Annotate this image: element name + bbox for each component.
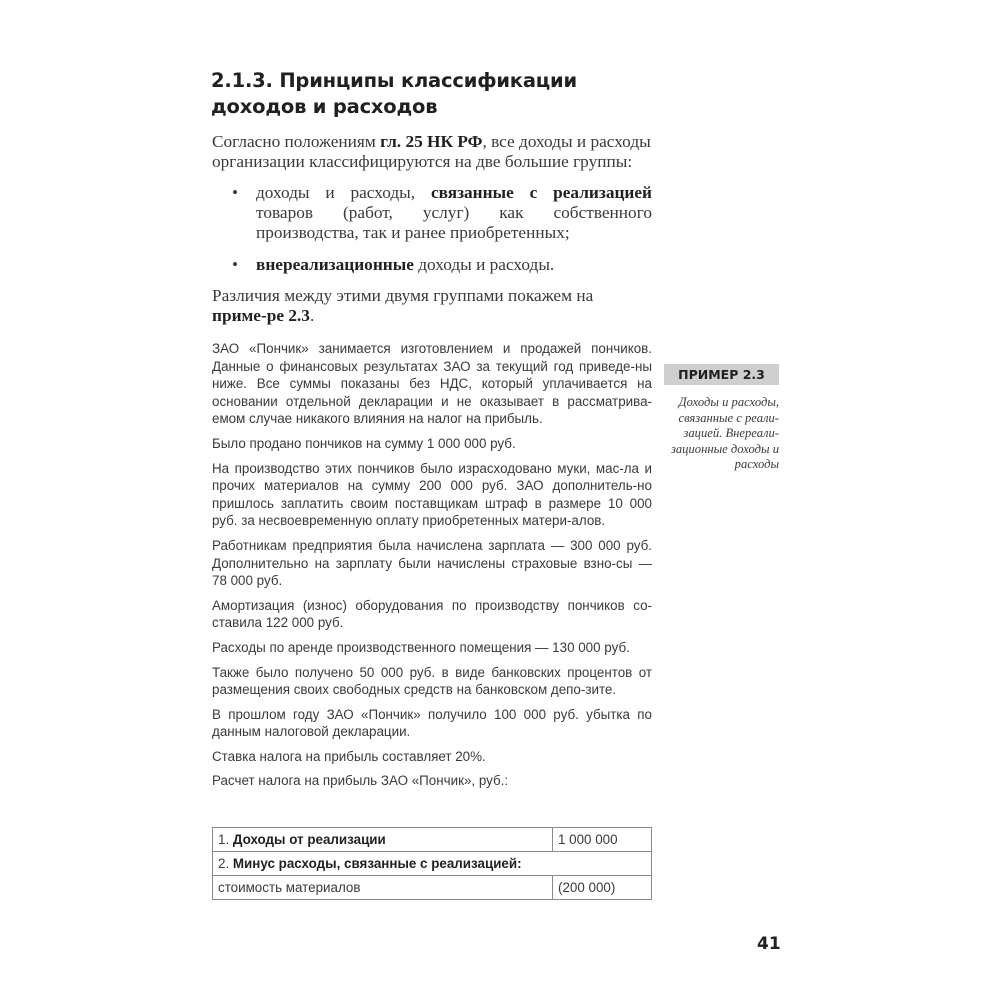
- difference-bold-reference: приме-ре 2.3: [212, 306, 310, 325]
- list-item-bold: связанные с реализацией: [430, 183, 652, 202]
- page-number: 41: [757, 934, 781, 954]
- margin-note: Доходы и расходы, связанные с реали-зацией. Внереали-зационные доходы и расходы: [670, 395, 779, 471]
- section-heading: [211, 68, 671, 120]
- bullet-icon: •: [232, 255, 239, 274]
- bullet-icon: •: [232, 183, 239, 202]
- example-badge: ПРИМЕР 2.3: [664, 364, 779, 385]
- list-item-text: доходы и расходы,: [256, 183, 431, 202]
- intro-paragraph: [212, 132, 652, 172]
- example-paragraph: Расчет налога на прибыль ЗАО «Пончик», руб.:: [212, 773, 509, 789]
- example-paragraph: В прошлом году ЗАО «Пончик» получило 100 000 руб. убытка по данным налоговой декларации.: [212, 706, 652, 740]
- list-item: [212, 183, 652, 243]
- row-number: 1.: [218, 832, 233, 847]
- section-heading-line-1: 2.1.3. Принципы классификации: [211, 69, 577, 92]
- row-label: Минус расходы, связанные с реализацией:: [232, 856, 522, 871]
- table-cell-label: [213, 852, 652, 876]
- difference-text-1: Различия между этими двумя группами покажем на: [212, 286, 594, 305]
- classification-list: [212, 183, 652, 275]
- section-heading-line-2: доходов и расходов: [211, 95, 438, 118]
- list-item-text: доходы и расходы.: [413, 255, 555, 274]
- intro-text-1: Согласно положениям: [212, 132, 381, 151]
- example-paragraph: ЗАО «Пончик» занимается изготовлением и продажей пончиков. Данные о финансовых результатах ЗАО за текущий год приведе-ны ниже. Все суммы показаны без НДС, который уплачивается на основании отдельной декларации и не оказывает в рассматрива-емом случае никакого влияния на налог на прибыль.: [212, 341, 652, 427]
- example-paragraph: Также было получено 50 000 руб. в виде банковских процентов от размещения своих свободных средств на банковском депо-зите.: [212, 664, 652, 698]
- table-cell-label: стоимость материалов: [213, 876, 553, 900]
- difference-text-2: .: [309, 306, 315, 325]
- table-row: [213, 852, 652, 876]
- row-number: 2.: [218, 856, 233, 871]
- table-row: [213, 828, 652, 852]
- example-paragraph: Расходы по аренде производственного помещения — 130 000 руб.: [212, 639, 630, 655]
- margin-sidebar: [664, 364, 779, 473]
- list-item-bold: внереализационные: [256, 255, 414, 274]
- intro-bold-reference: гл. 25 НК РФ: [380, 132, 483, 151]
- example-paragraph: Ставка налога на прибыль составляет 20%.: [212, 748, 486, 764]
- table-row: [213, 876, 652, 900]
- table-cell-value: (200 000): [553, 876, 652, 900]
- list-item-text: товаров (работ, услуг) как собственного производства, так и ранее приобретенных;: [256, 203, 652, 242]
- intro-text-2: , все доходы и расходы организации классифицируются на две большие группы:: [212, 132, 651, 171]
- list-item: [212, 255, 652, 275]
- example-paragraph: На производство этих пончиков было израсходовано муки, мас-ла и прочих материалов на сумму 200 000 руб. ЗАО дополнитель-но пришлось заплатить своим поставщикам штраф в размере 10 000 руб. за несвоевременную оплату приобретенных матери-алов.: [212, 460, 652, 529]
- table-cell-value: 1 000 000: [553, 828, 652, 852]
- example-paragraph: Работникам предприятия была начислена зарплата — 300 000 руб. Дополнительно на зарплату были начислены страховые взно-сы — 78 000 руб.: [212, 537, 652, 589]
- example-paragraph: Было продано пончиков на сумму 1 000 000 руб.: [212, 435, 516, 451]
- row-label: Доходы от реализации: [232, 832, 386, 847]
- example-paragraph: Амортизация (износ) оборудования по производству пончиков со-ставила 122 000 руб.: [212, 597, 652, 631]
- tax-calculation-table: [212, 827, 652, 900]
- example-block: [212, 340, 652, 797]
- difference-paragraph: [212, 286, 652, 326]
- table-cell-label: [213, 828, 553, 852]
